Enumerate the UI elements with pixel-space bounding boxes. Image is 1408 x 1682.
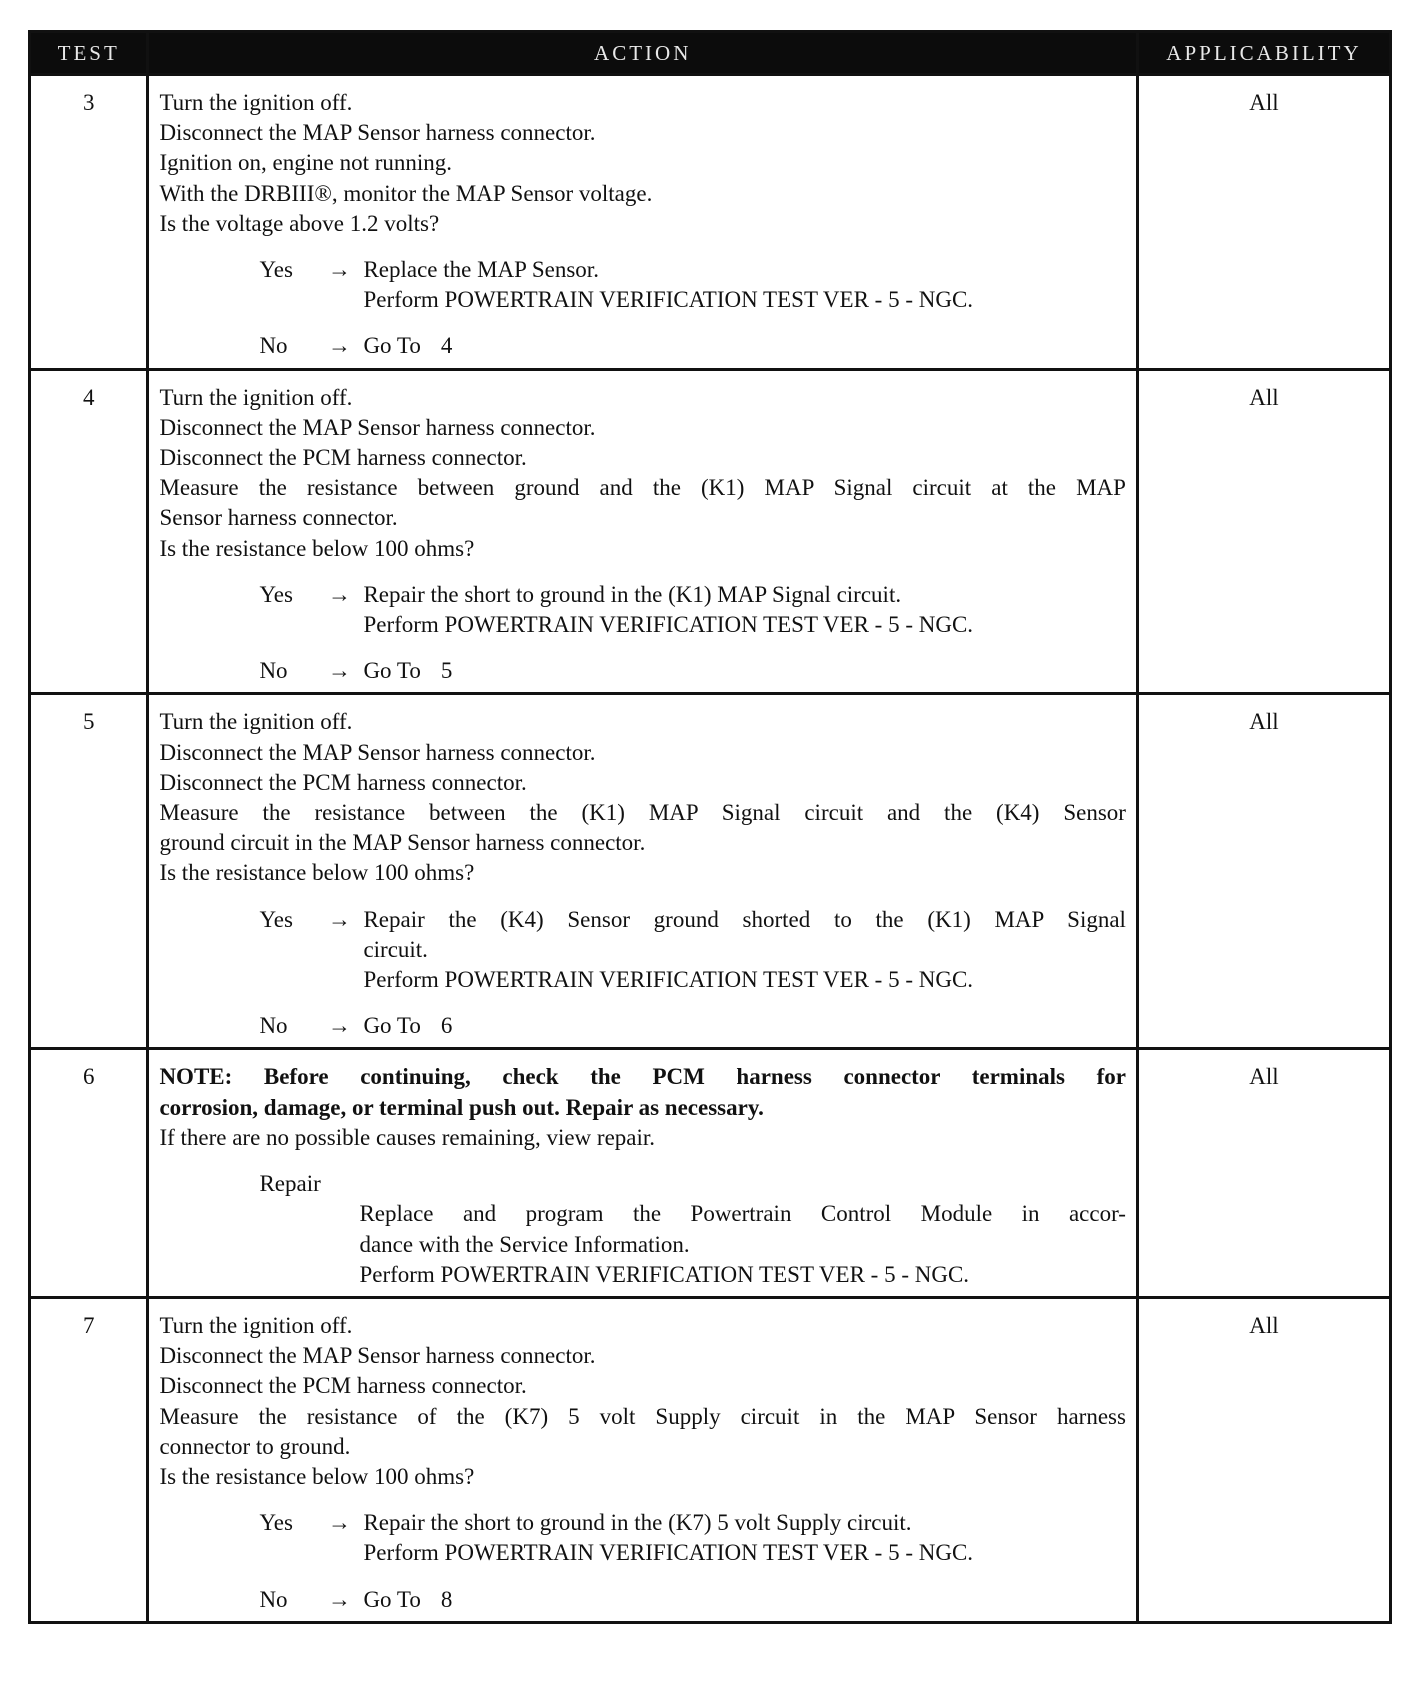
arrow-icon: → (327, 1586, 351, 1612)
action-line: connector to ground. (159, 1433, 351, 1459)
test-number: 5 (30, 694, 148, 1049)
yes-label: Yes (259, 906, 293, 932)
diagnostic-page (28, 30, 1392, 1654)
table-row (30, 1297, 1391, 1622)
header-test: TEST (30, 32, 148, 75)
applicability-cell: All (1137, 1049, 1390, 1297)
yes-branch (159, 255, 1126, 315)
goto-label: Go To (363, 658, 421, 684)
action-cell (148, 694, 1138, 1049)
arrow-icon: → (327, 257, 351, 283)
goto-step (363, 1585, 1126, 1615)
table-header-row (30, 32, 1391, 75)
arrow-icon: → (327, 906, 351, 932)
yes-label: Yes (259, 257, 293, 283)
table-row (30, 369, 1391, 694)
yes-branch (159, 1508, 1126, 1568)
action-line: Disconnect the MAP Sensor harness connector. (159, 1343, 596, 1369)
no-label: No (259, 333, 288, 359)
no-branch (159, 331, 1126, 361)
yes-label: Yes (259, 581, 293, 607)
test-number: 6 (30, 1049, 148, 1297)
yes-result (363, 905, 1126, 996)
action-line: Disconnect the PCM harness connector. (159, 445, 527, 471)
action-line: Turn the ignition off. (159, 1312, 353, 1338)
action-line: Turn the ignition off. (159, 709, 353, 735)
goto-number: 4 (440, 333, 453, 359)
result-line: Perform POWERTRAIN VERIFICATION TEST VER - 5 - NGC. (363, 967, 974, 993)
header-action: ACTION (148, 32, 1138, 75)
action-cell (148, 75, 1138, 370)
arrow-icon: → (327, 658, 351, 684)
action-question: Is the resistance below 100 ohms? (159, 1463, 475, 1489)
applicability-cell: All (1137, 694, 1390, 1049)
action-line: With the DRBIII®, monitor the MAP Sensor voltage. (159, 180, 653, 206)
action-line: Disconnect the PCM harness connector. (159, 1373, 527, 1399)
arrow-icon: → (327, 581, 351, 607)
no-label: No (259, 658, 288, 684)
result-line: Replace the MAP Sensor. (363, 257, 599, 283)
action-line: Measure the resistance of the (K7) 5 volt Supply circuit in the MAP Sensor harness (159, 1403, 1126, 1429)
no-label: No (259, 1586, 288, 1612)
action-line: ground circuit in the MAP Sensor harness connector. (159, 830, 646, 856)
no-branch (159, 1011, 1126, 1041)
yes-result (363, 580, 1126, 640)
action-line: Measure the resistance between the (K1) MAP Signal circuit and the (K4) Sensor (159, 800, 1126, 826)
result-line: circuit. (363, 936, 428, 962)
arrow-icon: → (327, 333, 351, 359)
result-line: Repair the short to ground in the (K1) MAP Signal circuit. (363, 581, 902, 607)
action-line: Disconnect the MAP Sensor harness connector. (159, 414, 596, 440)
goto-step (363, 1011, 1126, 1041)
table-row (30, 694, 1391, 1049)
action-question: Is the resistance below 100 ohms? (159, 860, 475, 886)
yes-result (363, 1508, 1126, 1568)
yes-branch (159, 580, 1126, 640)
yes-result (363, 255, 1126, 315)
applicability-cell: All (1137, 1297, 1390, 1622)
action-cell (148, 369, 1138, 694)
action-line: If there are no possible causes remaining, view repair. (159, 1124, 656, 1150)
action-cell (148, 1297, 1138, 1622)
goto-number: 5 (440, 658, 453, 684)
goto-label: Go To (363, 1013, 421, 1039)
no-branch (159, 1585, 1126, 1615)
no-label: No (259, 1013, 288, 1039)
result-line: Perform POWERTRAIN VERIFICATION TEST VER - 5 - NGC. (363, 1540, 974, 1566)
action-line: Sensor harness connector. (159, 505, 398, 531)
action-question: Is the voltage above 1.2 volts? (159, 210, 440, 236)
test-number: 4 (30, 369, 148, 694)
table-row (30, 1049, 1391, 1297)
goto-number: 6 (440, 1013, 453, 1039)
note-line: NOTE: Before continuing, check the PCM harness connector terminals for (159, 1064, 1126, 1090)
goto-number: 8 (440, 1586, 453, 1612)
applicability-cell: All (1137, 369, 1390, 694)
action-line: Turn the ignition off. (159, 90, 353, 115)
goto-label: Go To (363, 333, 421, 359)
result-line: Repair the (K4) Sensor ground shorted to the (K1) MAP Signal (363, 906, 1126, 932)
action-line: Disconnect the PCM harness connector. (159, 769, 527, 795)
yes-label: Yes (259, 1510, 293, 1536)
diagnostic-test-table (28, 30, 1392, 1624)
repair-line: dance with the Service Information. (359, 1231, 690, 1257)
test-number: 3 (30, 75, 148, 370)
action-question: Is the resistance below 100 ohms? (159, 535, 475, 561)
no-branch (159, 656, 1126, 686)
goto-label: Go To (363, 1586, 421, 1612)
action-line: Measure the resistance between ground and the (K1) MAP Signal circuit at the MAP (159, 475, 1126, 501)
repair-body (159, 1199, 1126, 1290)
yes-branch (159, 905, 1126, 996)
action-line: Turn the ignition off. (159, 384, 353, 410)
action-cell (148, 1049, 1138, 1297)
applicability-cell: All (1137, 75, 1390, 370)
note-line: corrosion, damage, or terminal push out. Repair as necessary. (159, 1094, 764, 1120)
action-line: Ignition on, engine not running. (159, 150, 453, 176)
repair-label: Repair (259, 1171, 321, 1197)
result-line: Repair the short to ground in the (K7) 5 volt Supply circuit. (363, 1510, 912, 1536)
repair-line: Perform POWERTRAIN VERIFICATION TEST VER - 5 - NGC. (359, 1261, 970, 1287)
result-line: Perform POWERTRAIN VERIFICATION TEST VER - 5 - NGC. (363, 287, 974, 313)
action-line: Disconnect the MAP Sensor harness connector. (159, 120, 596, 146)
goto-step (363, 331, 1126, 361)
repair-line: Replace and program the Powertrain Control Module in accor- (359, 1201, 1126, 1227)
goto-step (363, 656, 1126, 686)
table-row (30, 75, 1391, 370)
arrow-icon: → (327, 1013, 351, 1039)
result-line: Perform POWERTRAIN VERIFICATION TEST VER - 5 - NGC. (363, 612, 974, 638)
header-applicability: APPLICABILITY (1137, 32, 1390, 75)
arrow-icon: → (327, 1510, 351, 1536)
test-number: 7 (30, 1297, 148, 1622)
action-line: Disconnect the MAP Sensor harness connector. (159, 739, 596, 765)
